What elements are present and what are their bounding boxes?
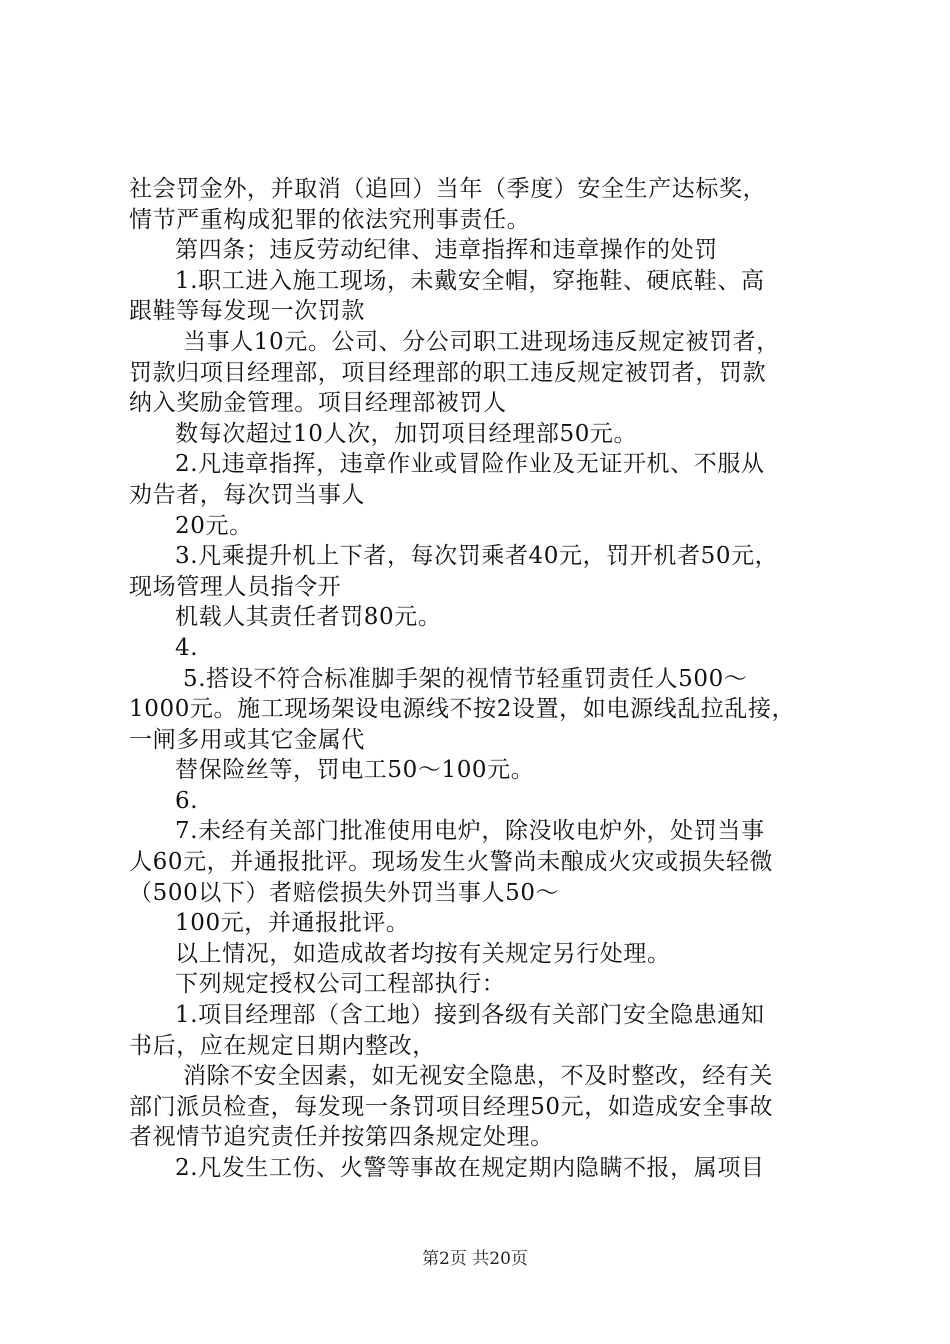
page-footer: 第2页 共20页 [422,1249,528,1269]
text-line: 下列规定授权公司工程部执行： [175,971,506,998]
text-line: 第四条；违反劳动纪律、违章指挥和违章操作的处罚 [175,237,718,264]
text-line: 20元。 [175,512,253,539]
text-line: 人60元，并通报批评。现场发生火警尚未酿成火灾或损失轻微 [129,849,774,876]
text-line: 1.职工进入施工现场，未戴安全帽，穿拖鞋、硬底鞋、高 [175,267,765,294]
text-line: 罚款归项目经理部，项目经理部的职工违反规定被罚者，罚款 [129,359,767,386]
text-line: 情节严重构成犯罪的依法究刑事责任。 [129,206,531,233]
text-line: 3.凡乘提升机上下者，每次罚乘者40元，罚开机者50元， [175,543,779,570]
text-line: 5.搭设不符合标准脚手架的视情节轻重罚责任人500～ [183,665,748,692]
text-line: 6. [175,787,199,814]
text-line: 机载人其责任者罚80元。 [175,604,442,631]
text-line: 数每次超过10人次，加罚项目经理部50元。 [175,420,638,447]
text-line: 替保险丝等，罚电工50～100元。 [175,757,535,784]
text-line: 1.项目经理部（含工地）接到各级有关部门安全隐患通知 [175,1002,765,1029]
text-line: 纳入奖励金管理。项目经理部被罚人 [129,390,507,417]
text-line: 社会罚金外，并取消（追回）当年（季度）安全生产达标奖， [129,176,767,202]
document-body [129,174,831,1184]
text-line: 当事人10元。公司、分公司职工进现场违反规定被罚者， [183,328,780,355]
text-line: 以上情况，如造成故者均按有关规定另行处理。 [175,940,671,967]
text-line: 一闸多用或其它金属代 [129,726,365,753]
text-line: 2.凡发生工伤、火警等事故在规定期内隐瞒不报，属项目 [175,1155,765,1181]
text-line: 部门派员检查，每发现一条罚项目经理50元，如造成安全事故 [129,1093,774,1120]
text-line: 书后，应在规定日期内整改， [129,1032,436,1059]
text-line: 消除不安全因素，如无视安全隐患，不及时整改，经有关 [183,1063,773,1090]
text-line: 7.未经有关部门批准使用电炉，除没收电炉外，处罚当事 [175,818,765,845]
text-line: 劝告者，每次罚当事人 [129,481,365,508]
text-line: 者视情节追究责任并按第四条规定处理。 [129,1124,554,1151]
text-line: 2.凡违章指挥，违章作业或冒险作业及无证开机、不服从 [175,451,765,478]
text-line: 4. [175,634,199,661]
text-line: 现场管理人员指令开 [129,573,342,600]
text-line: 1000元。施工现场架设电源线不按2设置，如电源线乱拉乱接， [129,696,796,723]
text-line: 跟鞋等每发现一次罚款 [129,298,365,325]
text-line: 100元，并通报批评。 [175,910,410,937]
text-line: （500以下）者赔偿损失外罚当事人50～ [129,879,560,906]
